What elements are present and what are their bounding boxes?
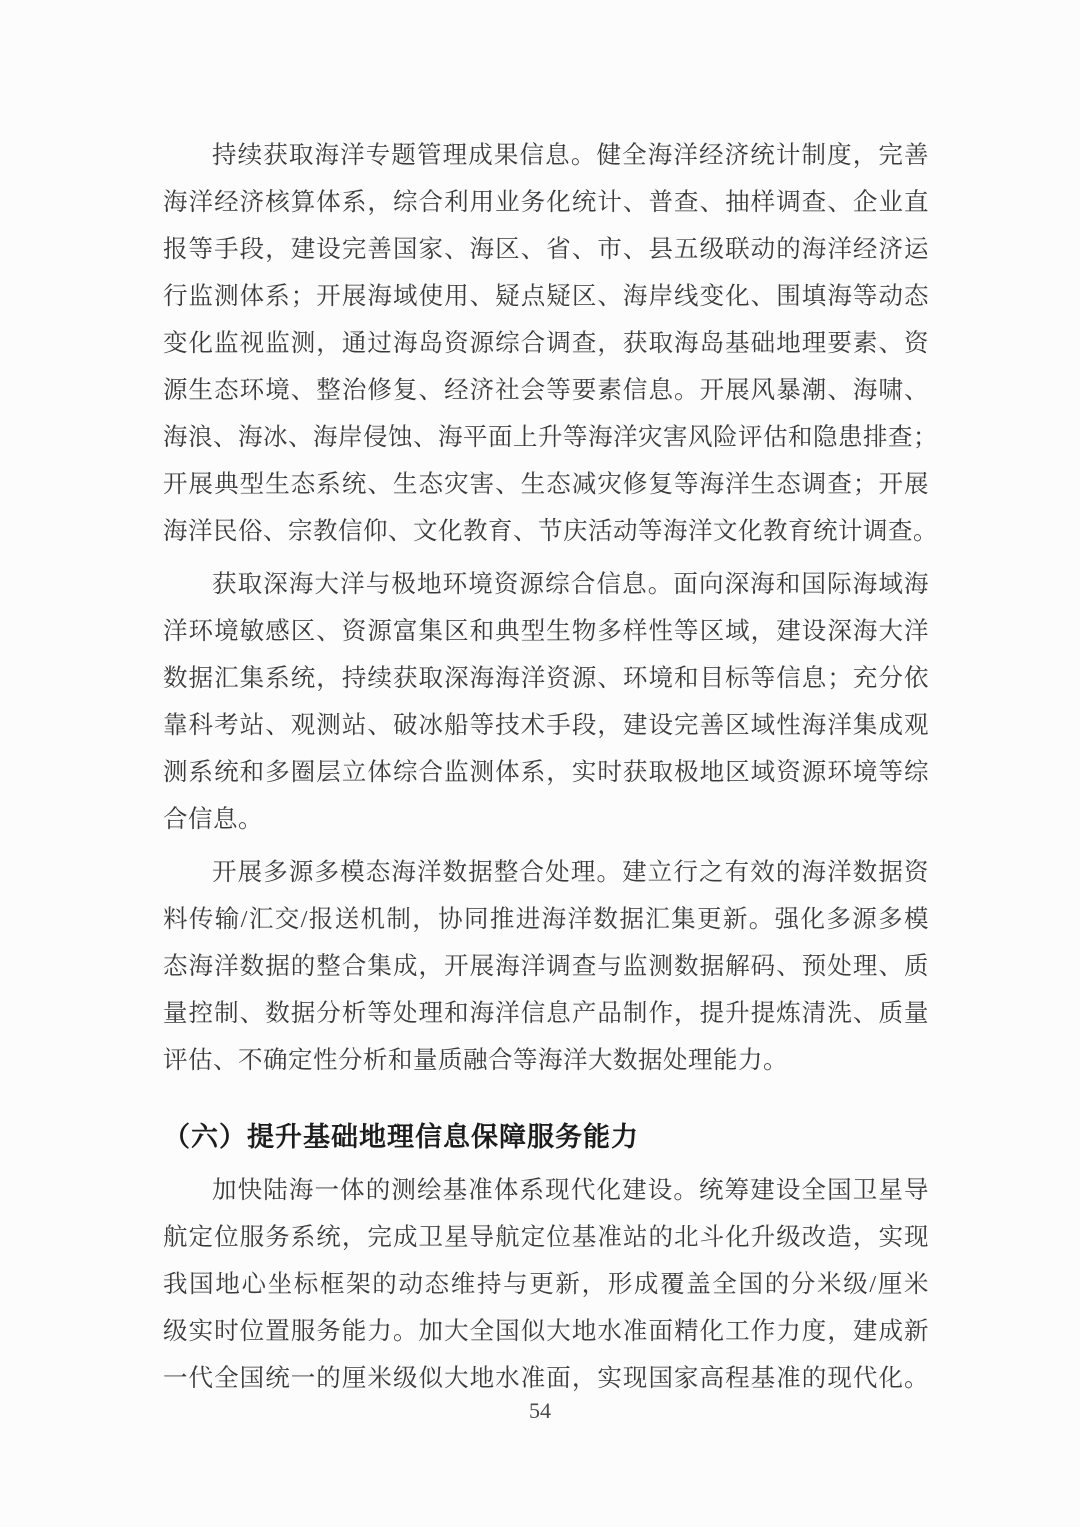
- paragraph: [163, 561, 929, 843]
- text-line: 态海洋数据的整合集成，开展海洋调查与监测数据解码、预处理、质: [163, 953, 929, 980]
- text-line: 海洋经济核算体系，综合利用业务化统计、普查、抽样调查、企业直: [163, 189, 929, 216]
- text-line: 开展典型生态系统、生态灾害、生态减灾修复等海洋生态调查；开展: [163, 471, 929, 498]
- text-line: 我国地心坐标框架的动态维持与更新，形成覆盖全国的分米级/厘米: [163, 1271, 929, 1298]
- text-line: 开展多源多模态海洋数据整合处理。建立行之有效的海洋数据资: [212, 859, 929, 886]
- text-line: 洋环境敏感区、资源富集区和典型生物多样性等区域，建设深海大洋: [163, 618, 929, 645]
- text-line: 合信息。: [163, 806, 263, 833]
- text-line: 持续获取海洋专题管理成果信息。健全海洋经济统计制度，完善: [212, 142, 929, 169]
- text-line: 获取深海大洋与极地环境资源综合信息。面向深海和国际海域海: [212, 571, 929, 598]
- text-line: 数据汇集系统，持续获取深海海洋资源、环境和目标等信息；充分依: [163, 665, 929, 692]
- text-line: 一代全国统一的厘米级似大地水准面，实现国家高程基准的现代化。: [163, 1365, 929, 1392]
- text-line: 行监测体系；开展海域使用、疑点疑区、海岸线变化、围填海等动态: [163, 283, 929, 310]
- paragraph: [163, 849, 929, 1084]
- text-line: 变化监视监测，通过海岛资源综合调查，获取海岛基础地理要素、资: [163, 330, 929, 357]
- text-line: 加快陆海一体的测绘基准体系现代化建设。统筹建设全国卫星导: [212, 1177, 929, 1204]
- text-line: 源生态环境、整治修复、经济社会等要素信息。开展风暴潮、海啸、: [163, 377, 929, 404]
- text-line: 航定位服务系统，完成卫星导航定位基准站的北斗化升级改造，实现: [163, 1224, 929, 1251]
- text-line: 级实时位置服务能力。加大全国似大地水准面精化工作力度，建成新: [163, 1318, 929, 1345]
- paragraph: [163, 132, 938, 555]
- text-line: 量控制、数据分析等处理和海洋信息产品制作，提升提炼清洗、质量: [163, 1000, 929, 1027]
- text-line: 靠科考站、观测站、破冰船等技术手段，建设完善区域性海洋集成观: [163, 712, 929, 739]
- text-line: 报等手段，建设完善国家、海区、省、市、县五级联动的海洋经济运: [163, 236, 929, 263]
- text-line: 海洋民俗、宗教信仰、文化教育、节庆活动等海洋文化教育统计调查。: [163, 518, 938, 545]
- document-body: [163, 132, 938, 1402]
- section-heading: （六）提升基础地理信息保障服务能力: [163, 1122, 639, 1152]
- text-line: 测系统和多圈层立体综合监测体系，实时获取极地区域资源环境等综: [163, 759, 929, 786]
- text-line: 海浪、海冰、海岸侵蚀、海平面上升等海洋灾害风险评估和隐患排查；: [163, 424, 938, 451]
- paragraph: [163, 1167, 929, 1402]
- page-number: 54: [529, 1398, 551, 1423]
- text-line: 评估、不确定性分析和量质融合等海洋大数据处理能力。: [163, 1047, 788, 1074]
- text-line: 料传输/汇交/报送机制，协同推进海洋数据汇集更新。强化多源多模: [163, 906, 929, 933]
